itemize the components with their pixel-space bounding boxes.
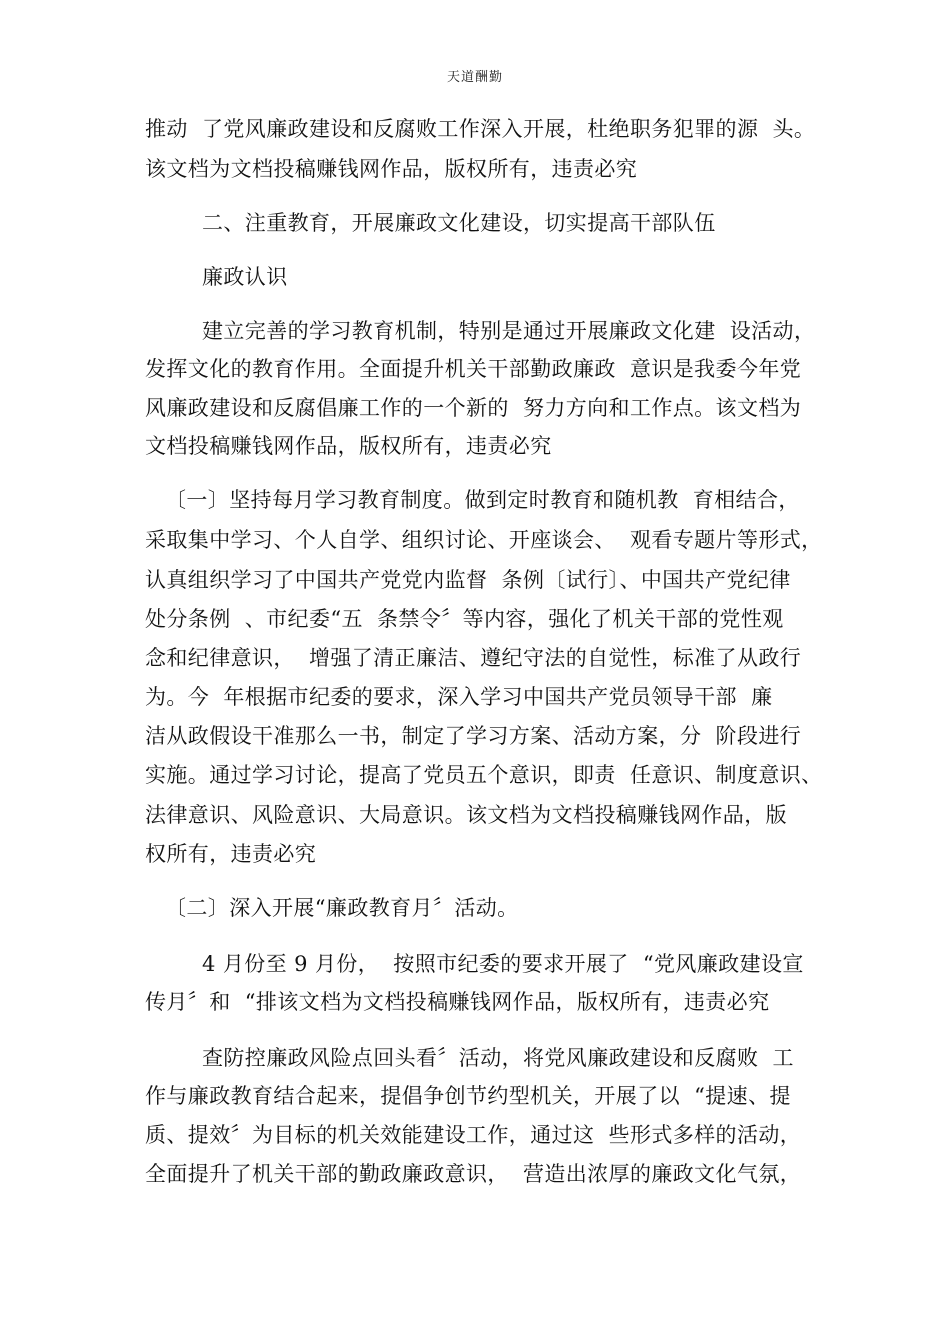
section-heading: 〔二〕深入开展“廉政教育月〞活动。 bbox=[165, 896, 519, 920]
text-line: 风廉政建设和反腐倡廉工作的一个新的 努力方向和工作点。该文档为 bbox=[145, 396, 802, 420]
text-line: 为。今 年根据市纪委的要求，深入学习中国共产党员领导干部 廉 bbox=[145, 685, 773, 709]
text-line: 推动 了党风廉政建设和反腐败工作深入开展，杜绝职务犯罪的源 头。 bbox=[145, 117, 816, 141]
text-line: 权所有，违责必究 bbox=[145, 842, 317, 866]
text-line: 发挥文化的教育作用。全面提升机关干部勤政廉政 意识是我委今年党 bbox=[145, 357, 802, 381]
page-header: 天道酬勤 bbox=[446, 70, 503, 85]
text-line: 文档投稿赚钱网作品，版权所有，违责必究 bbox=[145, 434, 552, 458]
text-line: 传月〞和 “排该文档为文档投稿赚钱网作品，版权所有，违责必究 bbox=[145, 990, 770, 1014]
section-heading: 廉政认识 bbox=[202, 265, 288, 289]
text-line: 〔一〕坚持每月学习教育制度。做到定时教育和随机教 育相结合， bbox=[165, 488, 800, 512]
text-line: 4 月份至 9 月份， 按照市纪委的要求开展了 “党风廉政建设宣 bbox=[202, 952, 804, 976]
text-line: 实施。通过学习讨论，提高了党员五个意识，即责 任意识、制度意识、 bbox=[145, 763, 823, 787]
text-line: 全面提升了机关干部的勤政廉政意识， 营造出浓厚的廉政文化气氛， bbox=[145, 1162, 802, 1186]
text-line: 质、提效〞为目标的机关效能建设工作，通过这 些形式多样的活动， bbox=[145, 1123, 802, 1147]
text-line: 念和纪律意识， 增强了清正廉洁、遵纪守法的自觉性，标准了从政行 bbox=[145, 646, 802, 670]
text-line: 洁从政假设干准那么一书，制定了学习方案、活动方案，分 阶段进行 bbox=[145, 724, 802, 748]
text-line: 该文档为文档投稿赚钱网作品，版权所有，违责必究 bbox=[145, 157, 638, 181]
text-line: 查防控廉政风险点回头看〞活动，将党风廉政建设和反腐败 工 bbox=[202, 1046, 794, 1070]
text-line: 采取集中学习、个人自学、组织讨论、开座谈会、 观看专题片等形式， bbox=[145, 528, 823, 552]
text-line: 处分条例 、市纪委“五 条禁令〞等内容，强化了机关干部的党性观 bbox=[145, 607, 784, 631]
text-line: 作与廉政教育结合起来，提倡争创节约型机关，开展了以 “提速、提 bbox=[145, 1084, 791, 1108]
section-heading: 二、注重教育，开展廉政文化建设，切实提高干部队伍 bbox=[202, 211, 716, 235]
text-line: 认真组织学习了中国共产党党内监督 条例〔试行〕、中国共产党纪律 bbox=[145, 568, 791, 592]
text-line: 建立完善的学习教育机制，特别是通过开展廉政文化建 设活动， bbox=[202, 319, 816, 343]
text-line: 法律意识、风险意识、大局意识。该文档为文档投稿赚钱网作品，版 bbox=[145, 803, 787, 827]
